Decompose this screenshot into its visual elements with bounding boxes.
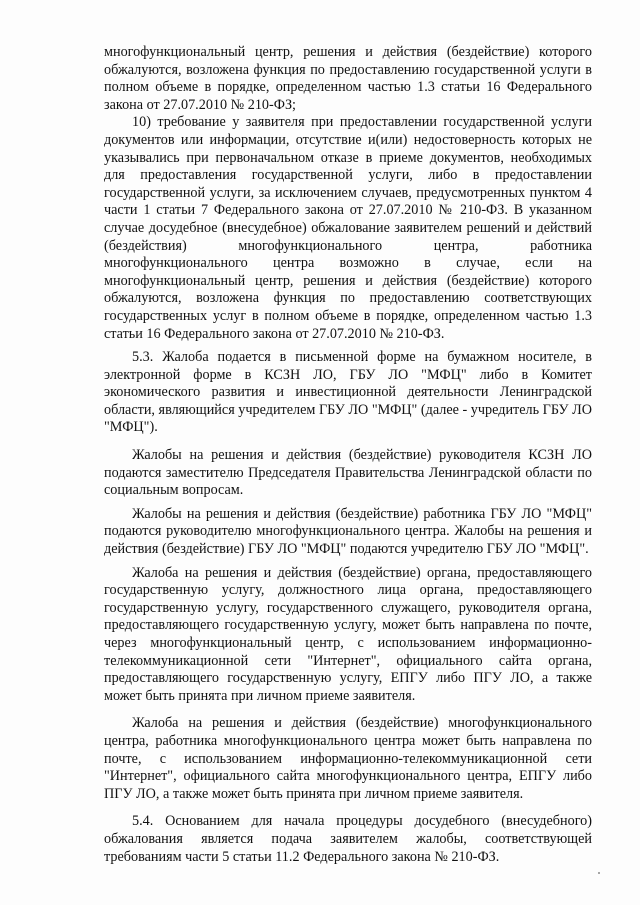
paragraph-continuation: многофункциональный центр, решения и действия (бездействие) которого обжалуются, возложена функция по предоставлению государственной услуги в полном объеме в порядке, определенном частью 1.3 статьи 16 Федерального закона от 27.07.2010 № 210-ФЗ; [104, 44, 592, 113]
paragraph-5-4: 5.4. Основанием для начала процедуры досудебного (внесудебного) обжалования является подача заявителем жалобы, соответствующей требованиям части 5 статьи 11.2 Федерального закона № 210-ФЗ. [104, 813, 592, 865]
paragraph-5-3: 5.3. Жалоба подается в письменной форме на бумажном носителе, в электронной форме в КСЗН ЛО, ГБУ ЛО "МФЦ" либо в Комитет экономического развития и инвестиционной деятельности Ленинградской области, являющийся учредителем ГБУ ЛО "МФЦ" (далее - учредитель ГБУ ЛО "МФЦ"). [104, 349, 592, 436]
paragraph-item-10: 10) требование у заявителя при предоставлении государственной услуги документов или информации, отсутствие и(или) недостоверность которых не указывались при первоначальном отказе в приеме документов, необходимых для предоставления государственной услуги, либо в предоставлении государственной услуги, за исключением случаев, предусмотренных пунктом 4 части 1 статьи 7 Федерального закона от 27.07.2010 № 210-ФЗ. В указанном случае досудебное (внесудебное) обжалование заявителем решений и действий (бездействия) многофункционального центра, работника многофункционального центра возможно в случае, если на многофункциональный центр, решения и действия (бездействие) которого обжалуются, возложена функция по предоставлению соответствующих государственных услуг в полном объеме в порядке, определенном частью 1.3 статьи 16 Федерального закона от 27.07.2010 № 210-ФЗ. [104, 114, 592, 342]
paragraph-complaints-authority: Жалоба на решения и действия (бездействие) органа, предоставляющего государственную услугу, должностного лица органа, предоставляющего государственную услугу, государственного служащего, руководителя органа, предоставляющего государственную услугу, может быть направлена по почте, через многофункциональный центр, с использованием информационно-телекоммуникационной сети "Интернет", официального сайта органа, предоставляющего государственную услугу, ЕПГУ либо ПГУ ЛО, а также может быть принята при личном приеме заявителя. [104, 564, 592, 704]
paragraph-complaints-mfc: Жалоба на решения и действия (бездействие) многофункционального центра, работника многофункционального центра может быть направлена по почте, с использованием информационно-телекоммуникационной сети "Интернет", официального сайта многофункционального центра, ЕПГУ либо ПГУ ЛО, а также может быть принята при личном приеме заявителя. [104, 715, 592, 802]
document-body [104, 44, 592, 866]
scan-speck [598, 872, 600, 874]
paragraph-complaints-mfc-worker: Жалобы на решения и действия (бездействие) работника ГБУ ЛО "МФЦ" подаются руководителю многофункционального центра. Жалобы на решения и действия (бездействие) ГБУ ЛО "МФЦ" подаются учредителю ГБУ ЛО "МФЦ". [104, 505, 592, 558]
paragraph-complaints-kszn: Жалобы на решения и действия (бездействие) руководителя КСЗН ЛО подаются заместителю Председателя Правительства Ленинградской области по социальным вопросам. [104, 447, 592, 499]
